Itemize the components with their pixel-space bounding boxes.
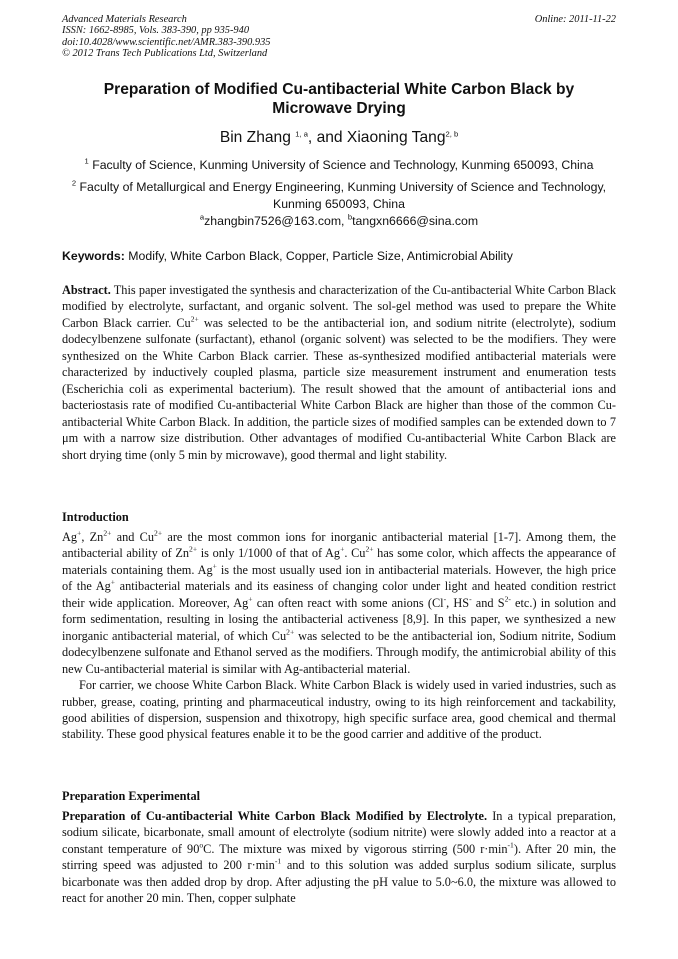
text: ). After 20 min, the stirring speed was adjusted to 200 r·min — [62, 841, 616, 873]
superscript: + — [340, 544, 345, 554]
text: and S — [471, 595, 505, 610]
text: is only 1/1000 of that of Ag — [197, 546, 341, 561]
text: is the most usually used ion in antibacterial materials. However, the high price of the Ag — [62, 562, 616, 594]
text: are the most common ions for inorganic antibacterial material [1-7]. Among them, the antibacterial ability of Zn — [62, 530, 616, 561]
doi: doi:10.4028/www.scientific.net/AMR.383-390.935 — [62, 36, 271, 48]
superscript: 2+ — [365, 544, 374, 554]
preparation-heading: Preparation Experimental — [62, 789, 201, 803]
superscript: 2+ — [154, 528, 163, 538]
online-date: Online: 2011-11-22 — [534, 14, 616, 25]
text: antibacterial materials and its easiness of changing color under light and heated condition restrict their wide application. Moreover, Ag — [62, 579, 616, 610]
journal-header — [62, 14, 616, 59]
keywords-label: Keywords: — [62, 249, 125, 263]
text: has some color, which affects the appearance of materials containing them. Ag — [62, 546, 616, 577]
affiliation-2-line-1: Faculty of Metallurgical and Energy Engineering, Kunming University of Science and Technology, — [79, 180, 607, 194]
superscript: 2+ — [189, 544, 198, 554]
affiliation-2-number: 2 — [71, 178, 77, 188]
text: etc.) in solution and form sedimentation, resulting in losing the antibacterial activeness [8,9]. In this paper, we synthesized a new inorganic antibacterial material, of which Cu — [62, 595, 617, 643]
abstract-text: This paper investigated the synthesis and characterization of the Cu-antibacterial White Carbon Black modified by electrolyte, surfactant, and organic solvent. The sol-gel method was used to prepare the White Carbon Black carrier. Cu — [62, 283, 616, 330]
introduction-body — [62, 529, 616, 743]
text: . Cu — [344, 546, 366, 561]
author-separator: , and Xiaoning Tang — [307, 129, 446, 146]
introduction-paragraph-2: For carrier, we choose White Carbon Black. White Carbon Black is widely used in varied industries, such as rubber, grease, coating, printing and pharmaceutical industry, owing to its high reinforcement and tackability, good abilities of dispersion, suspension and thixotropy, high specific surface area, good chemical and thermal stability. These good physical features enable it to be the good carrier and additive of the product. — [62, 678, 616, 742]
superscript: + — [212, 561, 217, 571]
superscript: + — [77, 528, 82, 538]
abstract — [62, 282, 616, 463]
email-b-sup: b — [347, 212, 353, 222]
affiliation-2-line-2: Kunming 650093, China — [273, 196, 405, 211]
title-line-2: Microwave Drying — [272, 100, 406, 117]
superscript: + — [248, 594, 253, 604]
affiliation-1 — [62, 157, 616, 174]
title-line-1: Preparation of Modified Cu-antibacterial White Carbon Black by — [103, 81, 575, 98]
text: and to this solution was added surplus sodium silicate, surplus bicarbonate was then added drop by drop. After adjusting the pH value to 5.0~6.0, the mixture was allowed to react for another 20 min. Then, copper sulphate — [62, 858, 617, 906]
introduction-paragraph-1 — [62, 529, 616, 677]
preparation-bold-lead: Preparation of Cu-antibacterial White Carbon Black Modified by Electrolyte. — [62, 809, 488, 823]
text: Ag — [62, 530, 78, 544]
superscript: 2+ — [103, 528, 112, 538]
affiliation-1-number: 1 — [84, 156, 89, 166]
preparation-body — [62, 808, 616, 907]
introduction-heading: Introduction — [62, 510, 129, 524]
superscript: 2+ — [286, 627, 295, 637]
superscript: 2+ — [190, 314, 199, 324]
text: , Zn — [81, 530, 104, 544]
authors — [62, 128, 616, 147]
text: In a typical preparation, sodium silicate, bicarbonate, small amount of electrolyte (sodium nitrite) were slowly added into a reactor at a constant temperature of 90 — [62, 809, 616, 856]
superscript: - — [443, 594, 447, 604]
keywords — [62, 248, 616, 264]
author-2-sup: 2, b — [445, 129, 459, 139]
superscript: o — [199, 840, 204, 850]
copyright: © 2012 Trans Tech Publications Ltd, Switzerland — [62, 47, 268, 59]
abstract-text: was selected to be the antibacterial ion, and sodium nitrite (electrolyte), sodium dodecylbenzene sulfonate (surfactant), ethanol (organic solvent) was selected to be the modifiers. They were synthesized on the White Carbon Black carrier. These as-synthesized modified antibacterial materials were characterized by inductively coupled plasma, particle size measurement instrument and enumeration tests (Escherichia coli as experimental bacterium). The result showed that the amount of antibacterial ions and bacteriostasis rate of modified Cu-antibacterial White Carbon Black are higher than those of the common Cu-antibacterial White Carbon Black. In addition, the particle sizes of modified samples can be extended down to 7 μm with a narrow size distribution. Other advantages of modified Cu-antibacterial White Carbon Black are short drying time (only 5 min by microwave), good thermal and light stability. — [62, 315, 616, 462]
superscript: + — [110, 577, 116, 587]
abstract-label: Abstract. — [62, 283, 111, 297]
author-1-sup: 1, a — [295, 129, 308, 139]
author-emails — [62, 213, 616, 230]
email-a-sup: a — [199, 212, 205, 222]
superscript: - — [469, 594, 472, 604]
text: can often react with some anions (Cl — [252, 595, 444, 610]
affiliation-1-text: Faculty of Science, Kunming University of Science and Technology, Kunming 650093, China — [92, 158, 594, 172]
author-1: Bin Zhang — [219, 129, 291, 146]
email-a: zhangbin7526@163.com, — [204, 214, 348, 228]
text: , HS — [446, 595, 470, 610]
keywords-text: Modify, White Carbon Black, Copper, Particle Size, Antimicrobial Ability — [124, 249, 513, 263]
superscript: -1 — [274, 856, 282, 866]
superscript: 2- — [504, 594, 511, 604]
affiliation-2 — [62, 179, 616, 212]
email-b: tangxn6666@sina.com — [352, 214, 479, 228]
issn: ISSN: 1662-8985, Vols. 383-390, pp 935-940 — [62, 25, 250, 37]
text: C. The mixture was mixed by vigorous stirring (500 r·min — [203, 841, 508, 856]
text: was selected to be the antibacterial ion, Sodium nitrite, Sodium dodecylbenzene sulfonate and Ethanol served as the modifiers. Through modify, the antimicrobial ability of this new Cu-antibacterial material is similar with Ag-antibacterial material. — [62, 628, 616, 676]
journal-name: Advanced Materials Research — [62, 14, 187, 25]
superscript: -1 — [507, 840, 514, 850]
paper-title — [62, 80, 616, 118]
text: and Cu — [111, 530, 155, 544]
